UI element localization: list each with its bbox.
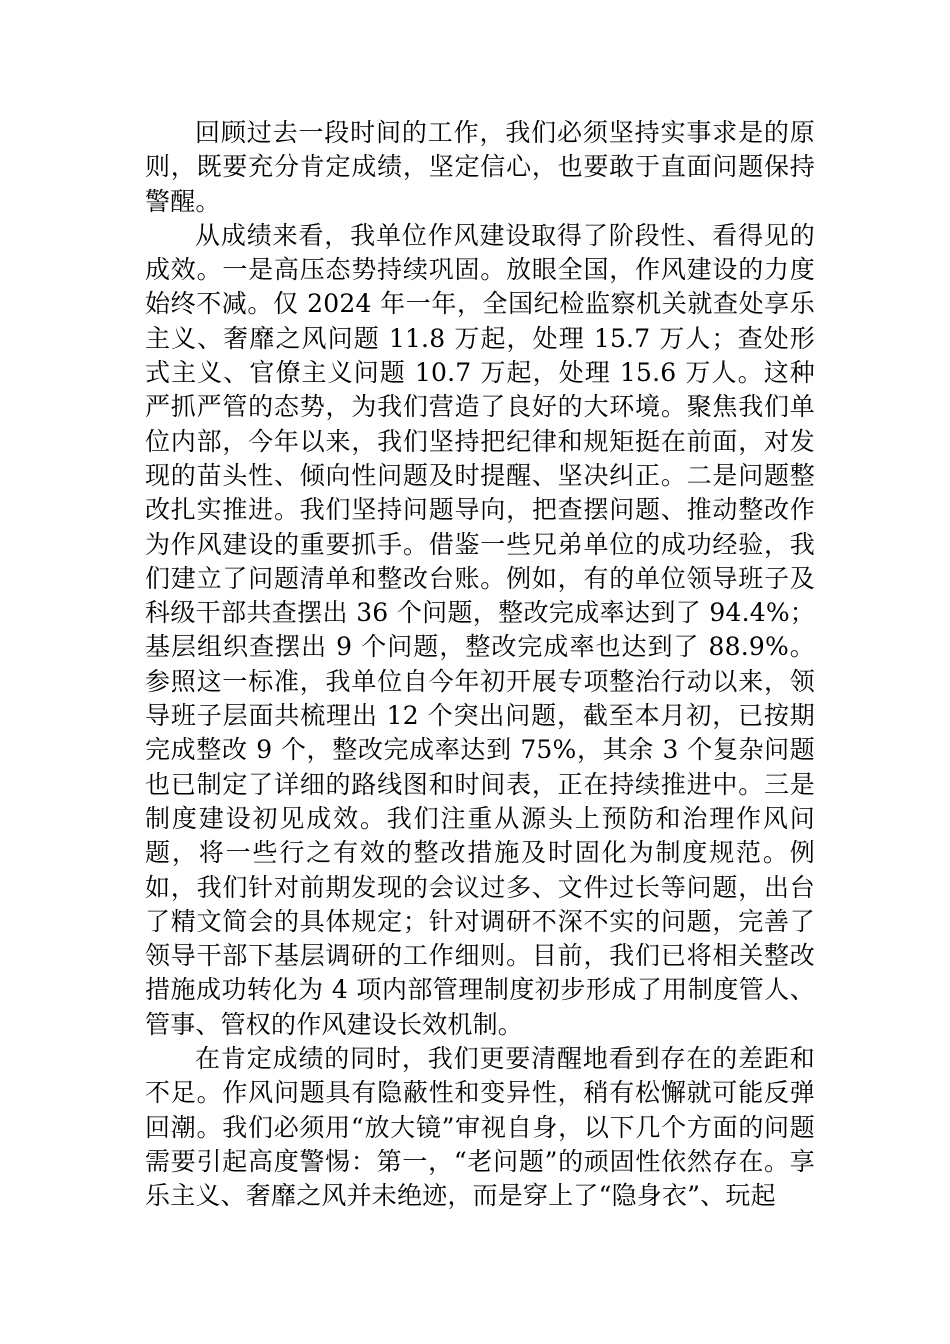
paragraph-achievements: 从成绩来看，我单位作风建设取得了阶段性、看得见的成效。一是高压态势持续巩固。放眼全国，作风建设的力度始终不减。仅 2024 年一年，全国纪检监察机关就查处享乐主义、奢靡之风问题 11.8 万起，处理 15.7 万人；查处形式主义、官僚主义问题 10.7 万起，处理 15.6 万人。这种严抓严管的态势，为我们营造了良好的大环境。聚焦我们单位内部，今年以来，我们坚持把纪律和规矩挺在前面，对发现的苗头性、倾向性问题及时提醒、坚决纠正。二是问题整改扎实推进。我们坚持问题导向，把查摆问题、推动整改作为作风建设的重要抓手。借鉴一些兄弟单位的成功经验，我们建立了问题清单和整改台账。例如，有的单位领导班子及科级干部共查摆出 36 个问题，整改完成率达到了 94.4%；基层组织查摆出 9 个问题，整改完成率也达到了 88.9%。参照这一标准，我单位自今年初开展专项整治行动以来，领导班子层面共梳理出 12 个突出问题，截至本月初，已按期完成整改 9 个，整改完成率达到 75%，其余 3 个复杂问题也已制定了详细的路线图和时间表，正在持续推进中。三是制度建设初见成效。我们注重从源头上预防和治理作风问题，将一些行之有效的整改措施及时固化为制度规范。例如，我们针对前期发现的会议过多、文件过长等问题，出台了精文简会的具体规定；针对调研不深不实的问题，完善了领导干部下基层调研的工作细则。目前，我们已将相关整改措施成功转化为 4 项内部管理制度初步形成了用制度管人、管事、管权的作风建设长效机制。 xyxy=(145,220,815,1039)
paragraph-shortcomings: 在肯定成绩的同时，我们更要清醒地看到存在的差距和不足。作风问题具有隐蔽性和变异性，稍有松懈就可能反弹回潮。我们必须用“放大镜”审视自身，以下几个方面的问题需要引起高度警惕：第一，“老问题”的顽固性依然存在。享乐主义、奢靡之风并未绝迹，而是穿上了“隐身衣”、玩起 xyxy=(145,1044,815,1211)
paragraph-intro: 回顾过去一段时间的工作，我们必须坚持实事求是的原则，既要充分肯定成绩，坚定信心，也要敢于直面问题保持警醒。 xyxy=(145,118,815,216)
document-body xyxy=(145,116,815,1214)
